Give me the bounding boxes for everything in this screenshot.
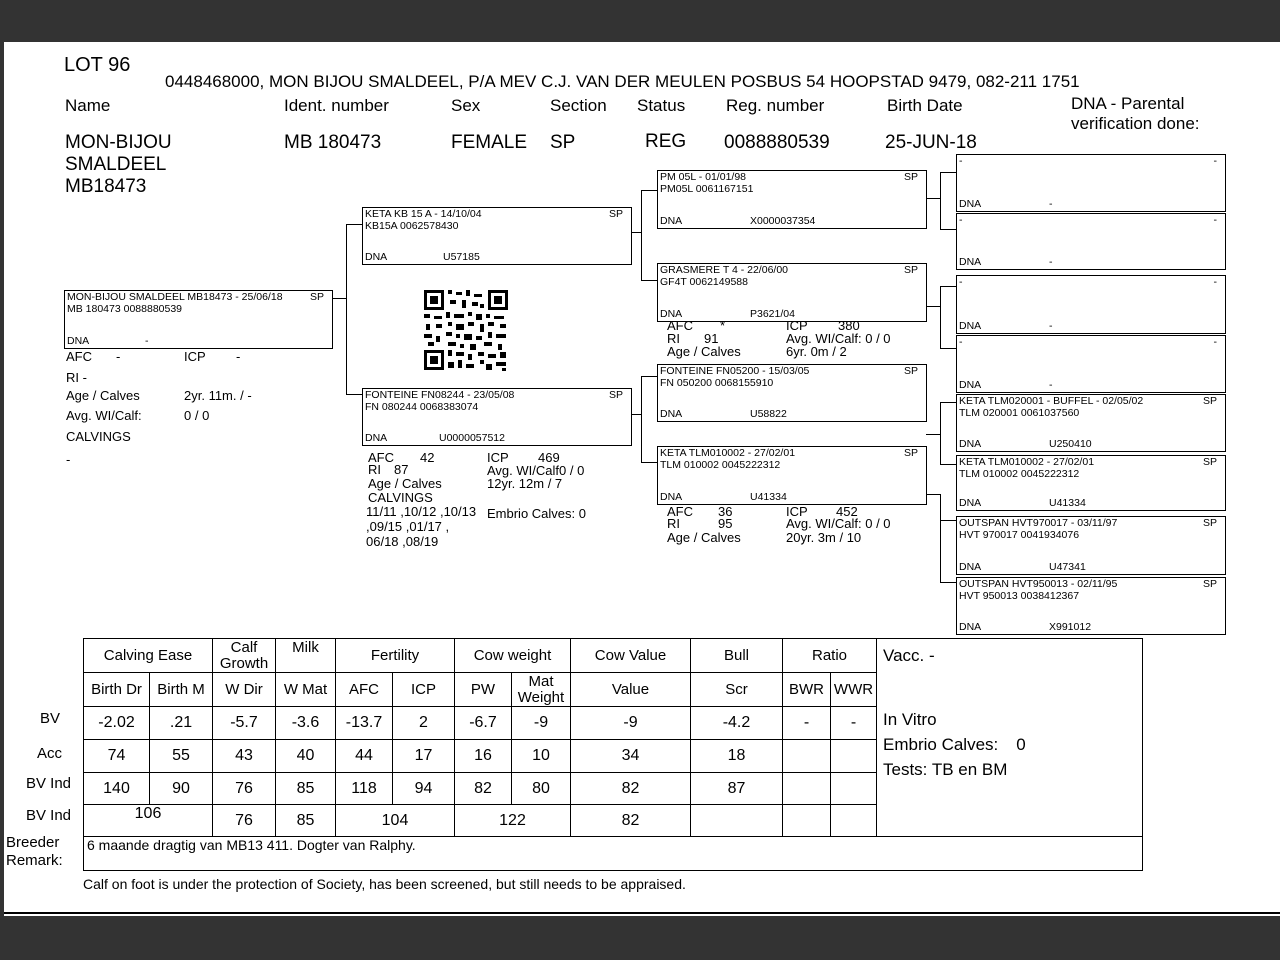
animal-status: REG — [645, 131, 687, 152]
connector — [631, 232, 641, 233]
pedigree-title: - — [959, 276, 963, 288]
connector — [940, 582, 956, 583]
group-milk: Milk — [276, 639, 336, 673]
bv-ind-group-cell: 82 — [571, 805, 691, 837]
pedigree-title: FONTEINE FN05200 - 15/03/05 — [660, 365, 810, 377]
dd-icp-label: ICP — [786, 504, 808, 519]
sub-header: AFC — [336, 673, 393, 707]
bv-ind-cell: 85 — [276, 773, 336, 805]
pedigree-title: FONTEINE FN08244 - 23/05/08 — [365, 389, 515, 401]
pedigree-ident: FN 050200 0068155910 — [660, 377, 774, 389]
sub-header-mat-weight — [512, 673, 571, 707]
dd-age-value: 20yr. 3m / 10 — [786, 530, 862, 545]
pedigree-title: KETA TLM010002 - 27/02/01 — [959, 456, 1095, 468]
bv-ind-group-cell: 104 — [336, 805, 455, 837]
pedigree-section: SP — [1202, 456, 1217, 468]
row-label-bv-ind-2: BV Ind — [26, 807, 72, 824]
header-reg: Reg. number — [726, 96, 825, 115]
pedigree-dna-label: DNA — [365, 251, 388, 263]
pedigree-ident: MB 180473 0088880539 — [67, 303, 183, 315]
pedigree-ident: GF4T 0062149588 — [660, 276, 748, 288]
connector — [940, 464, 956, 465]
bv-ind-cell — [831, 773, 877, 805]
pedigree-dna-label: DNA — [959, 379, 982, 391]
group-cow-value: Cow Value — [571, 639, 691, 673]
header-birth: Birth Date — [887, 96, 963, 115]
animal-sex: FEMALE — [451, 132, 528, 153]
bv-cell: -6.7 — [455, 707, 512, 740]
connector — [926, 198, 940, 199]
pedigree-section: SP — [1202, 517, 1217, 529]
animal-name-3: MB18473 — [65, 176, 147, 197]
lot-number: LOT 96 — [64, 54, 131, 76]
dd-icp-value: 452 — [836, 504, 858, 519]
pedigree-box-sd — [657, 263, 927, 322]
dd-ri-value: 95 — [718, 516, 733, 531]
pedigree-section: - — [1213, 155, 1217, 167]
bv-ind-group-cell — [691, 805, 783, 837]
pedigree-box-dd — [657, 446, 927, 505]
dam-wi: Avg. WI/Calf0 / 0 — [487, 463, 585, 478]
bv-cell: -9 — [512, 707, 571, 740]
pedigree-section: SP — [608, 208, 623, 220]
dam-afc-value: 42 — [420, 450, 435, 465]
acc-cell: 44 — [336, 740, 393, 773]
connector — [940, 229, 956, 230]
bv-ind-cell: 118 — [336, 773, 393, 805]
pedigree-section: SP — [608, 389, 623, 401]
sd-age-value: 6yr. 0m / 2 — [786, 344, 847, 359]
bv-cell: -13.7 — [336, 707, 393, 740]
pedigree-ident: PM05L 0061167151 — [660, 183, 754, 195]
pedigree-dna-label: DNA — [959, 198, 982, 210]
bv-ind-group-cell: 85 — [276, 805, 336, 837]
animal-name-1: MON-BIJOU — [65, 132, 172, 153]
bv-cell: -9 — [571, 707, 691, 740]
bv-ind-group-cell: 106 — [84, 805, 213, 837]
sub-header: W Mat — [276, 673, 336, 707]
pedigree-dna-label: DNA — [67, 335, 90, 347]
pedigree-title: KETA KB 15 A - 14/10/04 — [365, 208, 482, 220]
breeder-label: Breeder — [6, 834, 60, 851]
connector — [940, 172, 956, 173]
dam-calvings-1: 11/11 ,10/12 ,10/13 — [366, 504, 477, 519]
subject-icp-label: ICP — [184, 349, 206, 364]
acc-cell: 74 — [84, 740, 150, 773]
pedigree-box-ggp-2 — [956, 213, 1226, 270]
bv-ind-cell: 90 — [150, 773, 213, 805]
dam-age-value: 12yr. 12m / 7 — [487, 476, 563, 491]
pedigree-dna-label: DNA — [365, 432, 388, 444]
sd-afc-value: * — [720, 318, 726, 333]
calf-growth-line-1: Calf — [230, 638, 258, 656]
pedigree-dna-value: - — [1049, 379, 1053, 391]
pedigree-section: - — [1213, 214, 1217, 226]
sd-ri-value: 91 — [704, 331, 719, 346]
subject-age-value: 2yr. 11m. / - — [184, 388, 252, 403]
sub-header: W Dir — [213, 673, 276, 707]
pedigree-title: GRASMERE T 4 - 22/06/00 — [660, 264, 789, 276]
dd-afc-value: 36 — [718, 504, 733, 519]
pedigree-ident: HVT 950013 0038412367 — [959, 590, 1080, 602]
pedigree-title: - — [959, 214, 963, 226]
subject-calvings-value: - — [66, 452, 71, 467]
acc-cell: 16 — [455, 740, 512, 773]
pedigree-dna-label: DNA — [660, 491, 683, 503]
pedigree-section: SP — [903, 447, 918, 459]
acc-cell: 17 — [393, 740, 455, 773]
pedigree-section: SP — [1202, 578, 1217, 590]
bv-ind-cell: 87 — [691, 773, 783, 805]
pedigree-ident: HVT 970017 0041934076 — [959, 529, 1080, 541]
sd-afc-label: AFC — [667, 318, 693, 333]
connector — [346, 394, 362, 395]
sub-header-mat: Mat — [528, 672, 554, 690]
pedigree-dna-value: - — [1049, 198, 1053, 210]
pedigree-box-ggp-1 — [956, 154, 1226, 212]
bv-cell: - — [831, 707, 877, 740]
pedigree-dna-value: - — [1049, 320, 1053, 332]
pedigree-box-ggp-5 — [956, 394, 1226, 452]
pedigree-section: SP — [903, 365, 918, 377]
dam-calvings-label: CALVINGS — [368, 490, 433, 505]
bv-ind-group-cell: 122 — [455, 805, 571, 837]
animal-name-2: SMALDEEL — [65, 154, 167, 175]
pedigree-dna-value: - — [145, 335, 149, 347]
group-calving-ease: Calving Ease — [84, 639, 213, 673]
connector — [940, 402, 941, 464]
dam-calvings-3: 06/18 ,08/19 — [366, 534, 439, 549]
bv-ind-cell: 82 — [455, 773, 512, 805]
pedigree-dna-value: P3621/04 — [750, 308, 795, 320]
connector — [641, 190, 657, 191]
pedigree-section: SP — [1202, 395, 1217, 407]
row-label-bv: BV — [40, 710, 61, 727]
connector — [926, 306, 940, 307]
pedigree-section: SP — [309, 291, 324, 303]
pedigree-title: KETA TLM010002 - 27/02/01 — [660, 447, 796, 459]
pedigree-dna-label: DNA — [959, 320, 982, 332]
row-label-bv-ind: BV Ind — [26, 775, 72, 792]
animal-birth: 25-JUN-18 — [885, 132, 977, 153]
pedigree-ident: TLM 010002 0045222312 — [959, 468, 1080, 480]
bottom-bar — [0, 916, 1280, 960]
ebv-table — [83, 638, 1143, 871]
acc-cell: 55 — [150, 740, 213, 773]
connector — [940, 286, 956, 287]
pedigree-dna-label: DNA — [959, 497, 982, 509]
pedigree-dna-value: U47341 — [1049, 561, 1086, 573]
pedigree-dna-value: U58822 — [750, 408, 787, 420]
connector — [631, 414, 641, 415]
pedigree-section: SP — [903, 171, 918, 183]
dam-ri-value: 87 — [394, 462, 409, 477]
pedigree-box-subject — [64, 290, 333, 349]
bv-ind-cell: 80 — [512, 773, 571, 805]
pedigree-ident: TLM 020001 0061037560 — [959, 407, 1080, 419]
acc-cell: 40 — [276, 740, 336, 773]
dd-age-label: Age / Calves — [667, 530, 741, 545]
vacc: Vacc. - — [883, 646, 935, 665]
bottom-rule — [4, 912, 1280, 914]
animal-ident: MB 180473 — [284, 132, 382, 153]
pedigree-dna-label: DNA — [959, 256, 982, 268]
acc-cell — [831, 740, 877, 773]
header-name: Name — [65, 96, 111, 115]
remark-label: Remark: — [6, 852, 63, 869]
header-ident: Ident. number — [284, 96, 389, 115]
qr-code — [422, 288, 510, 372]
subject-wi-label: Avg. WI/Calf: — [66, 408, 142, 423]
subject-age-label: Age / Calves — [66, 388, 140, 403]
header-section: Section — [550, 96, 607, 115]
pedigree-title: OUTSPAN HVT970017 - 03/11/97 — [959, 517, 1118, 529]
connector — [346, 224, 362, 225]
embrio-calves-row — [883, 732, 1142, 757]
bv-ind-cell: 76 — [213, 773, 276, 805]
pedigree-title: - — [959, 155, 963, 167]
group-fertility: Fertility — [336, 639, 455, 673]
sub-header: Value — [571, 673, 691, 707]
dam-afc-label: AFC — [368, 450, 394, 465]
bv-ind-cell: 94 — [393, 773, 455, 805]
acc-cell: 10 — [512, 740, 571, 773]
pedigree-title: PM 05L - 01/01/98 — [660, 171, 746, 183]
bv-ind-cell: 82 — [571, 773, 691, 805]
row-label-acc: Acc — [37, 745, 63, 762]
calf-growth-line-2: Growth — [219, 654, 269, 672]
pedigree-title: MON-BIJOU SMALDEEL MB18473 - 25/06/18 — [67, 291, 283, 303]
pedigree-box-ss — [657, 170, 927, 229]
pedigree-box-sire — [362, 207, 632, 265]
pedigree-box-ggp-6 — [956, 455, 1226, 511]
connector — [641, 190, 642, 280]
pedigree-section: SP — [903, 264, 918, 276]
pedigree-dna-value: X991012 — [1049, 621, 1092, 633]
acc-cell — [783, 740, 831, 773]
tests: Tests: TB en BM — [883, 760, 1008, 779]
bv-cell: 2 — [393, 707, 455, 740]
dd-wi: Avg. WI/Calf: 0 / 0 — [786, 516, 891, 531]
pedigree-dna-value: - — [1049, 256, 1053, 268]
pedigree-dna-value: U41334 — [750, 491, 787, 503]
pedigree-dna-label: DNA — [660, 215, 683, 227]
connector — [641, 376, 657, 377]
pedigree-dna-value: U57185 — [443, 251, 480, 263]
connector — [926, 434, 940, 435]
bv-cell: -3.6 — [276, 707, 336, 740]
animal-reg: 0088880539 — [724, 132, 830, 153]
sub-header: PW — [455, 673, 512, 707]
connector — [346, 224, 347, 394]
sub-header: BWR — [783, 673, 831, 707]
acc-cell: 43 — [213, 740, 276, 773]
connector — [641, 376, 642, 462]
connector — [926, 494, 940, 495]
dam-age-label: Age / Calves — [368, 476, 442, 491]
subject-afc-value: - — [116, 349, 121, 364]
bv-ind-cell: 140 — [84, 773, 150, 805]
subject-calvings-label: CALVINGS — [66, 429, 131, 444]
dam-icp-value: 469 — [538, 450, 560, 465]
pedigree-box-ggp-7 — [956, 516, 1226, 575]
embrio-calves-value: 0 — [1016, 735, 1026, 754]
sd-ri-label: RI — [667, 331, 680, 346]
dam-icp-label: ICP — [487, 450, 509, 465]
dam-ri-label: RI — [368, 462, 381, 477]
bv-cell: - — [783, 707, 831, 740]
acc-cell: 34 — [571, 740, 691, 773]
pedigree-title: KETA TLM020001 - BUFFEL - 02/05/02 — [959, 395, 1144, 407]
group-ratio: Ratio — [783, 639, 877, 673]
connector — [940, 520, 956, 521]
sd-age-label: Age / Calves — [667, 344, 741, 359]
connector — [332, 298, 346, 299]
acc-cell: 18 — [691, 740, 783, 773]
pedigree-dna-value: X0000037354 — [750, 215, 816, 227]
dam-embrio: Embrio Calves: 0 — [487, 506, 586, 521]
bv-ind-group-cell: 76 — [213, 805, 276, 837]
breeder-remark: 6 maande dragtig van MB13 411. Dogter van Ralphy. — [84, 837, 1143, 871]
connector — [940, 286, 941, 348]
group-bull: Bull — [691, 639, 783, 673]
sub-header: ICP — [393, 673, 455, 707]
pedigree-section: - — [1213, 276, 1217, 288]
header-dna-2: verification done: — [1071, 114, 1200, 133]
connector — [940, 348, 956, 349]
pedigree-dna-value: U0000057512 — [439, 432, 505, 444]
header-dna-1: DNA - Parental — [1071, 94, 1185, 113]
header-status: Status — [637, 96, 686, 115]
info-panel — [877, 639, 1143, 837]
connector — [641, 462, 657, 463]
bv-cell: -2.02 — [84, 707, 150, 740]
pedigree-dna-value: U250410 — [1049, 438, 1092, 450]
group-cow-weight: Cow weight — [455, 639, 571, 673]
dd-afc-label: AFC — [667, 504, 693, 519]
bv-cell: -5.7 — [213, 707, 276, 740]
bv-ind-group-cell — [831, 805, 877, 837]
dam-calvings-2: ,09/15 ,01/17 , — [366, 519, 450, 534]
footer-note: Calf on foot is under the protection of Society, has been screened, but still needs to be appraised. — [83, 876, 686, 892]
bv-ind-cell — [783, 773, 831, 805]
connector — [641, 280, 657, 281]
pedigree-title: OUTSPAN HVT950013 - 02/11/95 — [959, 578, 1118, 590]
bv-cell: .21 — [150, 707, 213, 740]
group-calf-growth — [213, 639, 276, 673]
pedigree-ident: KB15A 0062578430 — [365, 220, 459, 232]
header-sex: Sex — [451, 96, 481, 115]
pedigree-box-dam — [362, 388, 632, 446]
owner-line: 0448468000, MON BIJOU SMALDEEL, P/A MEV C.J. VAN DER MEULEN POSBUS 54 HOOPSTAD 9479, 082-211 1751 — [165, 72, 1080, 91]
pedigree-box-ggp-3 — [956, 275, 1226, 334]
catalogue-page — [4, 42, 1280, 916]
in-vitro: In Vitro — [883, 710, 937, 729]
bv-cell: -4.2 — [691, 707, 783, 740]
connector — [940, 402, 956, 403]
sub-header: WWR — [831, 673, 877, 707]
sd-icp-label: ICP — [786, 318, 808, 333]
pedigree-dna-value: U41334 — [1049, 497, 1086, 509]
connector — [940, 172, 941, 229]
pedigree-ident: FN 080244 0068383074 — [365, 401, 479, 413]
animal-section: SP — [550, 132, 576, 153]
subject-afc-label: AFC — [66, 349, 92, 364]
pedigree-section: - — [1213, 336, 1217, 348]
connector — [940, 494, 941, 582]
sub-header: Scr — [691, 673, 783, 707]
subject-wi-value: 0 / 0 — [184, 408, 210, 423]
pedigree-dna-label: DNA — [660, 308, 683, 320]
pedigree-dna-label: DNA — [959, 438, 982, 450]
sub-header-weight: Weight — [517, 688, 565, 706]
pedigree-dna-label: DNA — [959, 621, 982, 633]
sd-icp-value: 380 — [838, 318, 860, 333]
pedigree-ident: TLM 010002 0045222312 — [660, 459, 781, 471]
pedigree-box-ggp-4 — [956, 335, 1226, 393]
dd-ri-label: RI — [667, 516, 680, 531]
sd-wi: Avg. WI/Calf: 0 / 0 — [786, 331, 891, 346]
pedigree-dna-label: DNA — [660, 408, 683, 420]
bv-ind-group-cell — [783, 805, 831, 837]
pedigree-dna-label: DNA — [959, 561, 982, 573]
subject-ri: RI - — [66, 370, 87, 385]
embrio-calves-label: Embrio Calves: — [883, 735, 999, 754]
pedigree-title: - — [959, 336, 963, 348]
pedigree-box-ds — [657, 364, 927, 422]
subject-icp-value: - — [236, 349, 241, 364]
pedigree-box-ggp-8 — [956, 577, 1226, 635]
sub-header: Birth Dr — [84, 673, 150, 707]
sub-header: Birth M — [150, 673, 213, 707]
